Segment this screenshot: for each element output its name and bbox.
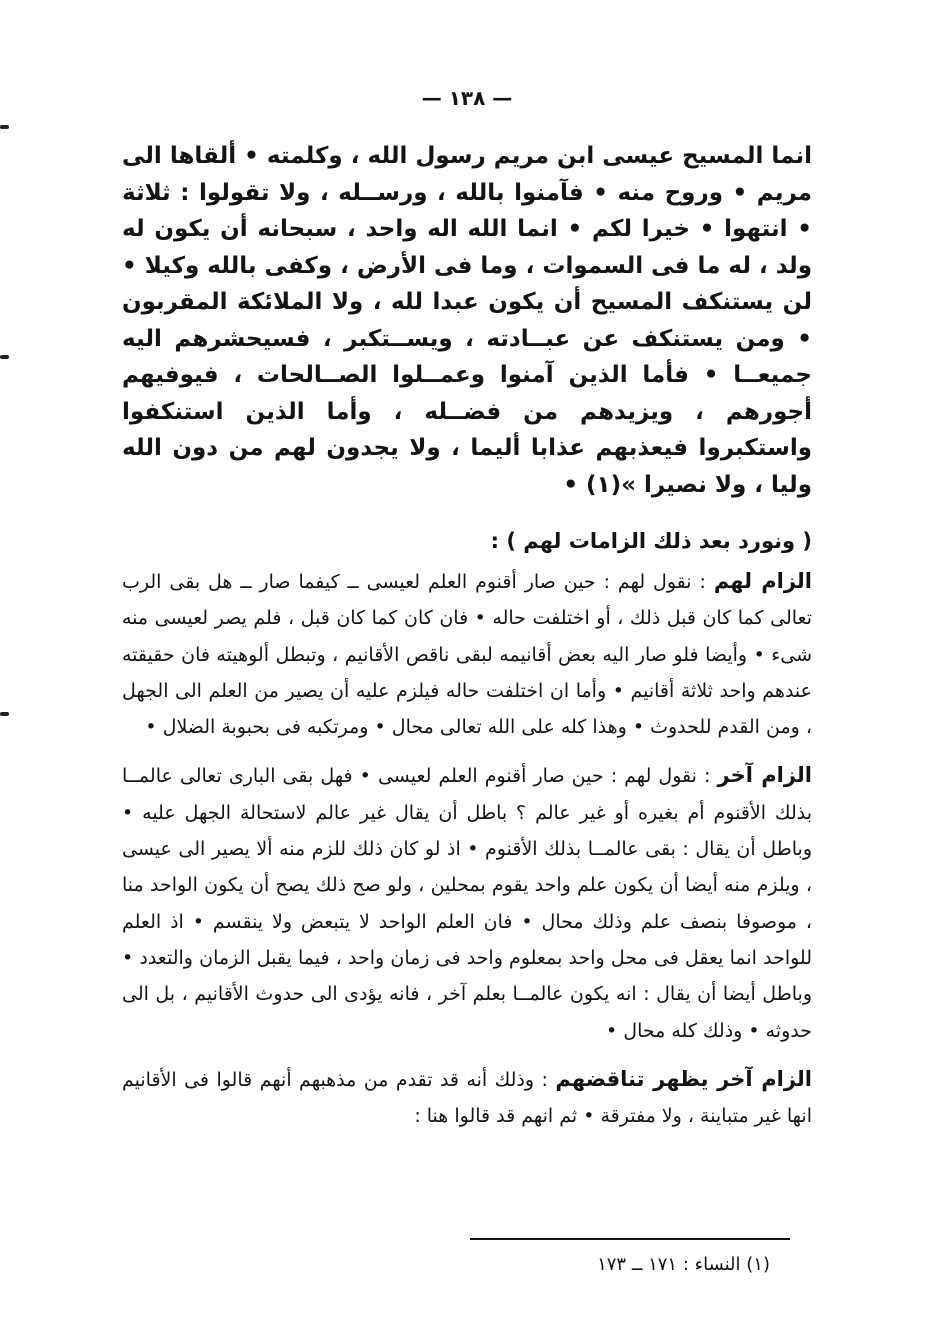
paragraph-text: : نقول لهم : حين صار أقنوم العلم لعيسى • فهل بقى البارى تعالى عالمــا بذلك الأقنوم أم بغيره أو غير عالم ؟ باطل أن يقال غير عالم لاستحالة الجهل عليه • وباطل أن يقال : بقى عالمــا بذلك الأقنوم • اذ لو كان ذلك للزم منه ألا يصير الى عيسى ، ويلزم منه أيضا أن يكون علم واحد يقوم بمحلين ، ولو صح ذلك يصح أن يكون الواحد منا ، موصوفا بنصف علم وذلك محال • فان العلم الواحد لا يتبعض ولا ينقسم • اذ العلم للواحد انما يعقل فى محل واحد بمعلوم واحد فى زمان واحد ، فيما يقبل الزمان والتعدد • وباطل أيضا أن يقال : انه يكون عالمــا بعلم آخر ، فانه يؤدى الى حدوث الأقانيم ، بل الى حدوثه • وذلك كله محال • <box>122 765 812 1042</box>
footnote: (١) النساء : ١٧١ ــ ١٧٣ <box>597 1254 770 1275</box>
quran-quote: انما المسيح عيسى ابن مريم رسول الله ، وكلمته • ألقاها الى مريم • وروح منه • فآمنوا بالله ، ورســله ، ولا تقولوا : ثلاثة • انتهوا • خيرا لكم • انما الله اله واحد ، سبحانه أن يكون له ولد ، له ما فى السموات ، وما فى الأرض ، وكفى بالله وكيلا • لن يستنكف المسيح أن يكون عبدا لله ، ولا الملائكة المقربون • ومن يستنكف عن عبــادته ، ويســتكبر ، فسيحشرهم اليه جميعــا • فأما الذين آمنوا وعمــلوا الصــالحات ، فيوفيهم أجورهم ، ويزيدهم من فضــله ، وأما الذين استنكفوا واستكبروا فيعذبهم عذابا أليما ، ولا يجدون لهم من دون الله وليا ، ولا نصيرا »(١) • <box>122 143 812 498</box>
paragraph <box>122 563 812 745</box>
footnote-rule <box>470 1238 790 1240</box>
margin-mark <box>0 712 9 716</box>
book-page <box>122 78 812 1318</box>
paragraph-lead: الزام آخر يظهر تناقضهم <box>555 1066 813 1091</box>
margin-mark <box>0 355 9 359</box>
paragraph-lead: الزام لهم <box>713 569 812 593</box>
margin-mark <box>0 125 9 129</box>
page-number: — ١٣٨ — <box>421 86 513 110</box>
paragraph <box>122 1061 812 1135</box>
section-heading: ( ونورد بعد ذلك الزامات لهم ) : <box>490 529 812 553</box>
paragraph <box>122 757 812 1048</box>
paragraph-text: : وذلك أنه قد تقدم من مذهبهم أنهم قالوا فى الأقانيم انها غير متباينة ، ولا مفترقة • ثم انهم قد قالوا هنا : <box>122 1068 812 1128</box>
paragraph-text: : نقول لهم : حين صار أقنوم العلم لعيسى ــ كيفما صار ــ هل بقى الرب تعالى كما كان قبل ذلك ، أو اختلفت حاله • فان كان كما كان قبل ، فلم يصر لعيسى منه شىء • وأيضا فلو صار اليه بعض أقانيمه لبقى ناقص الأقانيم ، وتبطل ألوهيته فان حقيقته عندهم واحد ثلاثة أقانيم • وأما ان اختلفت حاله فيلزم عليه أن يصير من العلم الى الجهل ، ومن القدم للحدوث • وهذا كله على الله تعالى محال • ومرتكبه فى بحبوبة الضلال • <box>122 571 812 739</box>
paragraph-lead: الزام آخر <box>717 763 812 788</box>
